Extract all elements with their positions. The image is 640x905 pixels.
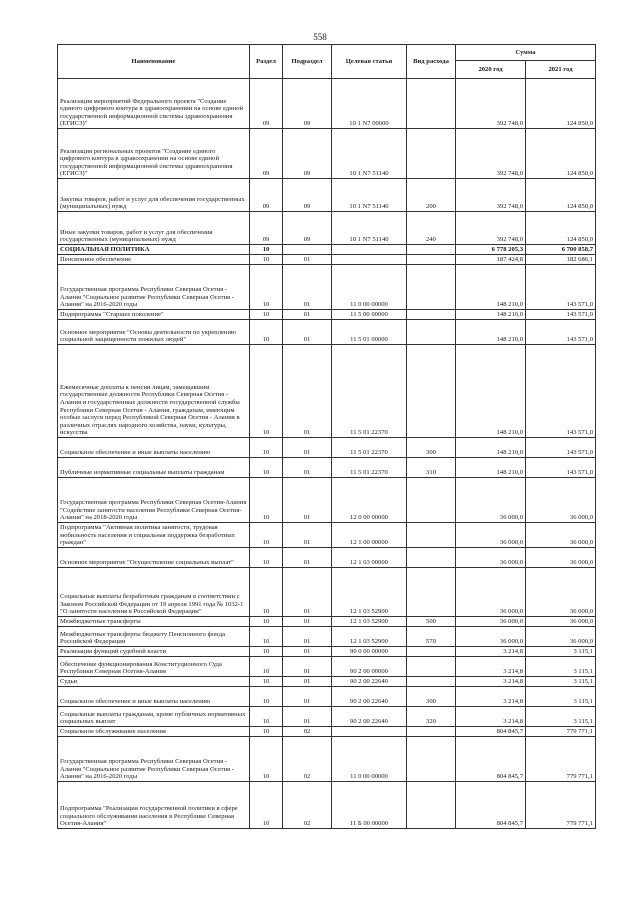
- row-target-article: 11 5 01 22370: [332, 345, 407, 438]
- row-section: 10: [250, 727, 283, 737]
- row-name: Межбюджетные трансферты: [58, 617, 250, 627]
- row-subsection: 09: [283, 179, 332, 212]
- row-section: 10: [250, 245, 283, 255]
- row-expense-type: [407, 523, 456, 548]
- row-target-article: 11 5 01 22370: [332, 458, 407, 478]
- row-expense-type: [407, 657, 456, 677]
- row-sum-2020: 148 210,0: [456, 265, 526, 310]
- row-target-article: 90 2 00 22640: [332, 677, 407, 687]
- table-row: [58, 79, 596, 129]
- row-name: Публичные нормативные социальные выплаты гражданам: [58, 458, 250, 478]
- row-expense-type: [407, 255, 456, 265]
- row-target-article: 10 1 N7 51140: [332, 129, 407, 179]
- header-name: Наименование: [58, 45, 250, 79]
- header-section: Раздел: [250, 45, 283, 79]
- row-subsection: 01: [283, 548, 332, 568]
- row-section: 10: [250, 677, 283, 687]
- table-row: [58, 687, 596, 707]
- row-target-article: 90 2 00 00000: [332, 657, 407, 677]
- row-name: Пенсионное обеспечение: [58, 255, 250, 265]
- row-name: Подпрограмма "Старшее поколение": [58, 310, 250, 320]
- row-name: Ежемесячные доплаты к пенсии лицам, замещавшим государственные должности Республики Северная Осетия - Алания и государственные должности государственной службы Республики Северная Осетия - Алания, гражданам, имеющим особые заслуги перед Республикой Северная Осетия - Алания в различных отраслях народного хозяйства, науки, культуры, искусства: [58, 345, 250, 438]
- row-sum-2020: 3 214,8: [456, 657, 526, 677]
- row-subsection: 02: [283, 782, 332, 829]
- row-name: Межбюджетные трансферты бюджету Пенсионного фонда Российской Федерации: [58, 627, 250, 647]
- row-expense-type: [407, 320, 456, 345]
- table-row: [58, 737, 596, 782]
- row-name: СОЦИАЛЬНАЯ ПОЛИТИКА: [58, 245, 250, 255]
- row-section: 10: [250, 265, 283, 310]
- row-section: 10: [250, 568, 283, 617]
- row-subsection: [283, 245, 332, 255]
- row-subsection: 01: [283, 458, 332, 478]
- row-sum-2021: 779 771,1: [526, 782, 596, 829]
- table-row: [58, 345, 596, 438]
- row-section: 10: [250, 647, 283, 657]
- row-sum-2021: 3 115,1: [526, 657, 596, 677]
- row-subsection: 01: [283, 320, 332, 345]
- row-sum-2020: 36 000,0: [456, 617, 526, 627]
- row-section: 10: [250, 320, 283, 345]
- row-name: Обеспечение функционирования Конституционного Суда Республики Северная Осетия-Алания: [58, 657, 250, 677]
- row-subsection: 01: [283, 707, 332, 727]
- row-expense-type: [407, 478, 456, 523]
- row-sum-2020: 6 778 205,3: [456, 245, 526, 255]
- table-row: [58, 657, 596, 677]
- table-row: [58, 647, 596, 657]
- table-row: [58, 245, 596, 255]
- row-sum-2021: 124 850,0: [526, 212, 596, 245]
- row-section: 10: [250, 345, 283, 438]
- row-expense-type: 570: [407, 627, 456, 647]
- row-sum-2021: 3 115,1: [526, 647, 596, 657]
- row-sum-2021: 143 571,0: [526, 345, 596, 438]
- row-name: Государственная программа Республики Северная Осетия - Алания "Социальное развитие Республики Северная Осетия - Алания" на 2016-2020 годы: [58, 737, 250, 782]
- row-section: 10: [250, 458, 283, 478]
- row-sum-2021: 3 115,1: [526, 707, 596, 727]
- row-section: 10: [250, 548, 283, 568]
- row-expense-type: 320: [407, 707, 456, 727]
- row-sum-2020: 3 214,8: [456, 707, 526, 727]
- row-target-article: 12 1 03 00000: [332, 548, 407, 568]
- row-expense-type: 240: [407, 212, 456, 245]
- row-expense-type: 300: [407, 687, 456, 707]
- row-subsection: 01: [283, 677, 332, 687]
- row-target-article: 11 5 01 00000: [332, 320, 407, 345]
- row-sum-2021: 143 571,0: [526, 265, 596, 310]
- row-section: 10: [250, 310, 283, 320]
- header-subsection: Подраздел: [283, 45, 332, 79]
- row-name: Социальное обеспечение и иные выплаты населению: [58, 687, 250, 707]
- row-target-article: 10 1 N7 51140: [332, 179, 407, 212]
- row-sum-2020: 3 214,8: [456, 687, 526, 707]
- row-target-article: 12 1 03 52900: [332, 627, 407, 647]
- table-row: [58, 212, 596, 245]
- header-year-2020: 2020 год: [456, 61, 526, 79]
- row-name: Основное мероприятие "Осуществление социальных выплат": [58, 548, 250, 568]
- row-sum-2021: 143 571,0: [526, 458, 596, 478]
- row-expense-type: [407, 568, 456, 617]
- table-row: [58, 129, 596, 179]
- table-row: [58, 677, 596, 687]
- header-expense-type: Вид расхода: [407, 45, 456, 79]
- row-target-article: 11 0 00 00000: [332, 265, 407, 310]
- row-target-article: 11 0 00 00000: [332, 737, 407, 782]
- row-sum-2021: 36 000,0: [526, 478, 596, 523]
- row-sum-2020: 804 845,7: [456, 737, 526, 782]
- row-section: 09: [250, 79, 283, 129]
- row-sum-2020: 148 210,0: [456, 345, 526, 438]
- row-sum-2020: 392 748,0: [456, 129, 526, 179]
- row-sum-2021: 143 571,0: [526, 438, 596, 458]
- table-row: [58, 568, 596, 617]
- row-section: 10: [250, 627, 283, 647]
- row-expense-type: [407, 129, 456, 179]
- row-sum-2021: 124 850,0: [526, 129, 596, 179]
- row-subsection: 01: [283, 523, 332, 548]
- table-row: [58, 523, 596, 548]
- row-subsection: 01: [283, 265, 332, 310]
- row-section: 10: [250, 255, 283, 265]
- row-sum-2021: 36 000,0: [526, 523, 596, 548]
- table-row: [58, 548, 596, 568]
- row-sum-2021: 36 000,0: [526, 627, 596, 647]
- header-year-2021: 2021 год: [526, 61, 596, 79]
- table-row: [58, 310, 596, 320]
- row-name: Государственная программа Республики Северная Осетия-Алания "Содействие занятости населения Республики Северная Осетия-Алания" на 2018-2020 годы: [58, 478, 250, 523]
- row-sum-2021: 182 686,1: [526, 255, 596, 265]
- row-sum-2021: 3 115,1: [526, 677, 596, 687]
- row-name: Подпрограмма "Активная политика занятости, трудовая мобильность населения и социальная поддержка безработных граждан": [58, 523, 250, 548]
- row-expense-type: 200: [407, 179, 456, 212]
- row-sum-2020: 148 210,0: [456, 310, 526, 320]
- row-expense-type: [407, 677, 456, 687]
- row-section: 10: [250, 737, 283, 782]
- row-name: Социальное обслуживание населения: [58, 727, 250, 737]
- row-subsection: 09: [283, 129, 332, 179]
- row-name: Государственная программа Республики Северная Осетия - Алания "Социальное развитие Республики Северная Осетия - Алания" на 2016-2020 годы: [58, 265, 250, 310]
- row-name: Реализация мероприятий Федерального проекта "Создание единого цифрового контура в здравоохранении на основе единой государственной информационной системы здравоохранения (ЕГИСЗ)": [58, 79, 250, 129]
- row-target-article: 90 2 00 22640: [332, 687, 407, 707]
- row-sum-2020: 36 000,0: [456, 548, 526, 568]
- table-row: [58, 255, 596, 265]
- row-expense-type: [407, 310, 456, 320]
- row-target-article: 10 1 N7 00000: [332, 79, 407, 129]
- row-sum-2021: 3 115,1: [526, 687, 596, 707]
- row-sum-2020: 148 210,0: [456, 438, 526, 458]
- row-sum-2020: 804 845,7: [456, 727, 526, 737]
- row-target-article: 12 1 03 52900: [332, 617, 407, 627]
- row-expense-type: [407, 647, 456, 657]
- row-target-article: 12 1 03 52900: [332, 568, 407, 617]
- row-sum-2020: 36 000,0: [456, 478, 526, 523]
- row-target-article: 11 5 00 00000: [332, 310, 407, 320]
- row-expense-type: [407, 727, 456, 737]
- row-expense-type: [407, 737, 456, 782]
- row-sum-2020: 3 214,8: [456, 647, 526, 657]
- row-sum-2021: 6 700 858,7: [526, 245, 596, 255]
- row-section: 10: [250, 657, 283, 677]
- row-sum-2021: 36 000,0: [526, 548, 596, 568]
- table-row: [58, 627, 596, 647]
- table-row: [58, 438, 596, 458]
- row-expense-type: 310: [407, 458, 456, 478]
- row-expense-type: [407, 265, 456, 310]
- row-target-article: 11 Б 00 00000: [332, 782, 407, 829]
- row-subsection: 09: [283, 212, 332, 245]
- row-section: 10: [250, 782, 283, 829]
- row-target-article: 11 5 01 22370: [332, 438, 407, 458]
- row-sum-2020: 804 845,7: [456, 782, 526, 829]
- budget-table: [57, 44, 596, 829]
- row-expense-type: 500: [407, 617, 456, 627]
- row-target-article: [332, 727, 407, 737]
- row-section: 10: [250, 687, 283, 707]
- table-row: [58, 782, 596, 829]
- row-subsection: 01: [283, 255, 332, 265]
- row-subsection: 01: [283, 687, 332, 707]
- row-name: Закупка товаров, работ и услуг для обеспечения государственных (муниципальных) нужд: [58, 179, 250, 212]
- row-subsection: 02: [283, 737, 332, 782]
- row-expense-type: [407, 548, 456, 568]
- budget-rows: [58, 79, 596, 829]
- row-sum-2020: 36 000,0: [456, 627, 526, 647]
- table-row: [58, 727, 596, 737]
- header-sum: Сумма: [456, 45, 596, 61]
- row-target-article: 90 2 00 22640: [332, 707, 407, 727]
- row-name: Основное мероприятие "Основы деятельности по укреплению социальной защищенности пожилых людей": [58, 320, 250, 345]
- row-name: Социальные выплаты безработным гражданам в соответствии с Законом Российской Федерации от 19 апреля 1991 года № 1032-1 "О занятости населения в Российской Федерации": [58, 568, 250, 617]
- row-sum-2021: 779 771,1: [526, 727, 596, 737]
- row-target-article: [332, 245, 407, 255]
- header-target-article: Целевая статья: [332, 45, 407, 79]
- row-name: Подпрограмма "Реализация государственной политики в сфере социального обслуживания населения в Республике Северная Осетия-Алания": [58, 782, 250, 829]
- row-sum-2021: 36 000,0: [526, 617, 596, 627]
- row-sum-2020: 148 210,0: [456, 320, 526, 345]
- row-section: 09: [250, 129, 283, 179]
- row-target-article: 10 1 N7 51140: [332, 212, 407, 245]
- row-sum-2020: 392 748,0: [456, 179, 526, 212]
- table-row: [58, 179, 596, 212]
- row-sum-2020: 392 748,0: [456, 79, 526, 129]
- row-expense-type: [407, 79, 456, 129]
- row-target-article: 12 1 00 00000: [332, 523, 407, 548]
- row-subsection: 01: [283, 345, 332, 438]
- row-sum-2020: 36 000,0: [456, 568, 526, 617]
- row-sum-2020: 36 000,0: [456, 523, 526, 548]
- row-subsection: 01: [283, 438, 332, 458]
- table-row: [58, 320, 596, 345]
- table-row: [58, 617, 596, 627]
- row-subsection: 01: [283, 647, 332, 657]
- page-number: 558: [313, 32, 327, 42]
- row-sum-2021: 143 571,0: [526, 310, 596, 320]
- row-target-article: 12 0 00 00000: [332, 478, 407, 523]
- row-subsection: 01: [283, 310, 332, 320]
- row-expense-type: [407, 245, 456, 255]
- table-row: [58, 478, 596, 523]
- row-subsection: 01: [283, 657, 332, 677]
- row-sum-2021: 124 850,0: [526, 79, 596, 129]
- row-name: Судьи: [58, 677, 250, 687]
- row-subsection: 01: [283, 568, 332, 617]
- row-expense-type: [407, 782, 456, 829]
- row-sum-2021: 779 771,1: [526, 737, 596, 782]
- row-subsection: 01: [283, 478, 332, 523]
- table-row: [58, 707, 596, 727]
- row-target-article: 90 0 00 00000: [332, 647, 407, 657]
- row-target-article: [332, 255, 407, 265]
- row-sum-2021: 36 000,0: [526, 568, 596, 617]
- row-section: 10: [250, 617, 283, 627]
- row-sum-2020: 187 424,8: [456, 255, 526, 265]
- row-name: Реализация функций судебной власти: [58, 647, 250, 657]
- row-section: 10: [250, 523, 283, 548]
- table-row: [58, 265, 596, 310]
- row-subsection: 01: [283, 627, 332, 647]
- row-section: 09: [250, 179, 283, 212]
- row-section: 10: [250, 707, 283, 727]
- row-sum-2020: 392 748,0: [456, 212, 526, 245]
- row-expense-type: [407, 345, 456, 438]
- row-section: 09: [250, 212, 283, 245]
- row-name: Социальное обеспечение и иные выплаты населению: [58, 438, 250, 458]
- row-section: 10: [250, 438, 283, 458]
- row-expense-type: 300: [407, 438, 456, 458]
- row-name: Социальные выплаты гражданам, кроме публичных нормативных социальных выплат: [58, 707, 250, 727]
- row-subsection: 09: [283, 79, 332, 129]
- row-name: Реализация региональных проектов "Создание единого цифрового контура в здравоохранении на основе единой государственной информационной системы здравоохранения (ЕГИСЗ)": [58, 129, 250, 179]
- row-subsection: 02: [283, 727, 332, 737]
- row-section: 10: [250, 478, 283, 523]
- row-sum-2021: 143 571,0: [526, 320, 596, 345]
- row-name: Иные закупки товаров, работ и услуг для обеспечения государственных (муниципальных) нужд: [58, 212, 250, 245]
- row-sum-2020: 148 210,0: [456, 458, 526, 478]
- row-sum-2021: 124 850,0: [526, 179, 596, 212]
- row-sum-2020: 3 214,8: [456, 677, 526, 687]
- table-row: [58, 458, 596, 478]
- row-subsection: 01: [283, 617, 332, 627]
